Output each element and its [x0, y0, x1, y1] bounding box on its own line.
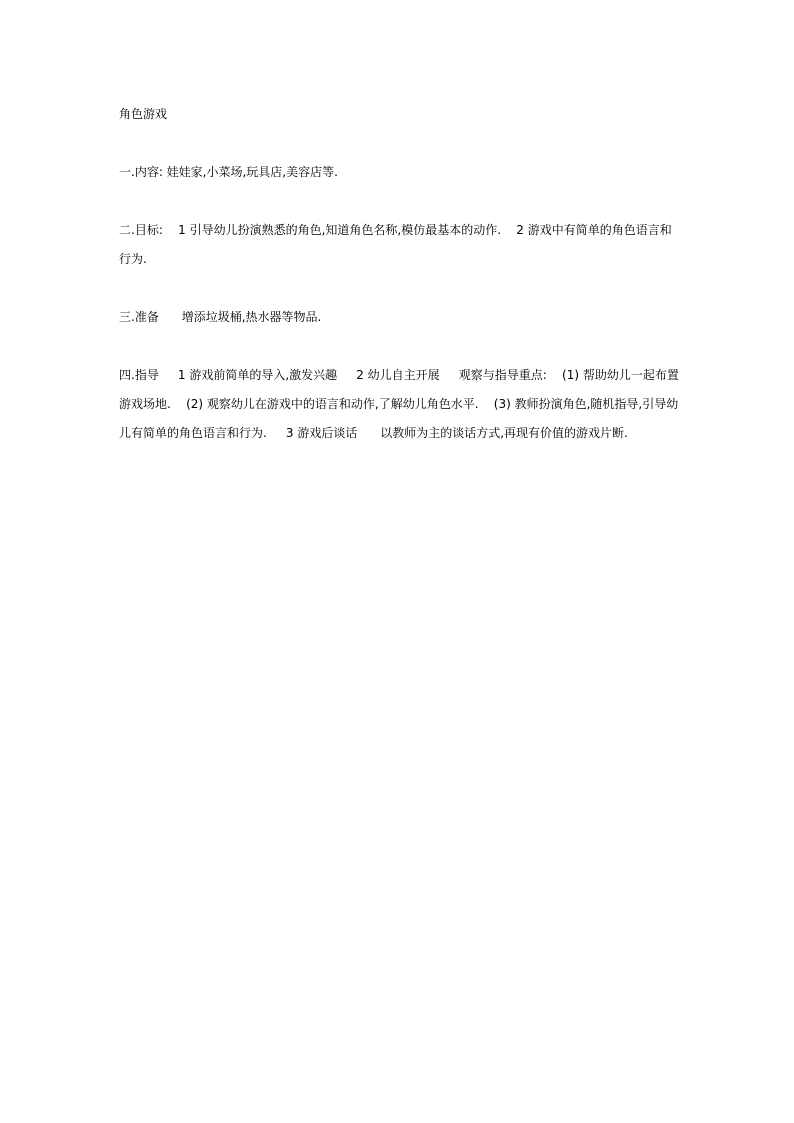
- document-body: [119, 100, 679, 448]
- section-preparation: 三.准备 增添垃圾桶,热水器等物品.: [119, 310, 322, 324]
- section-goals: 二.目标: 1 引导幼儿扮演熟悉的角色,知道角色名称,模仿最基本的动作. 2 游戏中有简单的角色语言和行为.: [119, 223, 672, 266]
- document-title: 角色游戏: [119, 107, 168, 121]
- section-guidance: 四.指导 1 游戏前简单的导入,激发兴趣 2 幼儿自主开展 观察与指导重点: (1) 帮助幼儿一起布置游戏场地. (2) 观察幼儿在游戏中的语言和动作,了解幼儿角色水平. (3) 教师扮演角色,随机指导,引导幼儿有简单的角色语言和行为. 3 游戏后谈话 以教师为主的谈话方式,再现有价值的游戏片断.: [119, 368, 679, 440]
- section-content: 一.内容: 娃娃家,小菜场,玩具店,美容店等.: [119, 165, 338, 179]
